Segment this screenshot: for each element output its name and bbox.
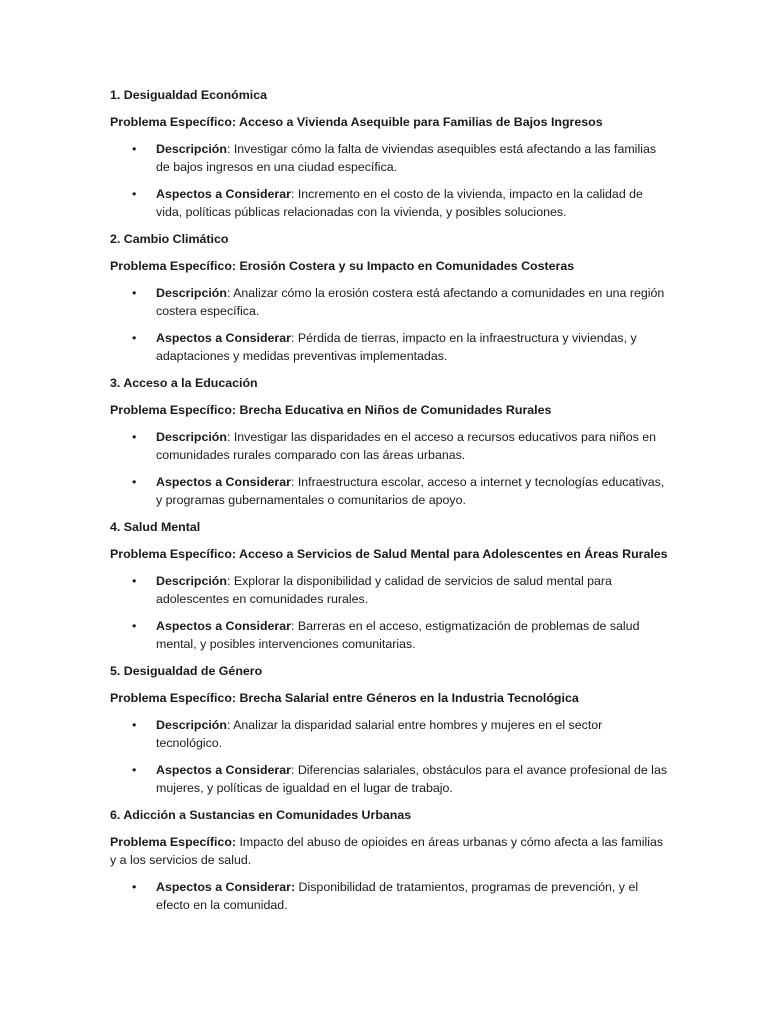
section-1 — [110, 86, 670, 221]
section-heading: 6. Adicción a Sustancias en Comunidades Urbanas — [110, 808, 412, 822]
bullet-list — [110, 428, 670, 509]
list-item: • Aspectos a Considerar: Diferencias salariales, obstáculos para el avance profesional de las mujeres, y políticas de igualdad en el lugar de trabajo. — [132, 763, 668, 795]
problem-statement: Problema Específico: Acceso a Vivienda Asequible para Familias de Bajos Ingresos — [110, 115, 603, 129]
list-item: • Descripción: Explorar la disponibilidad y calidad de servicios de salud mental para adolescentes en comunidades rurales. — [132, 574, 612, 606]
list-item: • Aspectos a Considerar: Disponibilidad de tratamientos, programas de prevención, y el efecto en la comunidad. — [132, 880, 639, 912]
bullet-list — [110, 572, 670, 653]
bullet-list — [110, 284, 670, 365]
section-heading: 5. Desigualdad de Género — [110, 664, 263, 678]
list-item: • Descripción: Investigar cómo la falta de viviendas asequibles está afectando a las familias de bajos ingresos en una ciudad específica. — [132, 142, 657, 174]
problem-statement: Problema Específico: Acceso a Servicios de Salud Mental para Adolescentes en Áreas Rurales — [110, 547, 668, 561]
problem-statement: Problema Específico: Brecha Educativa en Niños de Comunidades Rurales — [110, 403, 552, 417]
bullet-list — [110, 140, 670, 221]
section-heading: 2. Cambio Climático — [110, 232, 229, 246]
problem-statement: Problema Específico: Impacto del abuso de opioides en áreas urbanas y cómo afecta a las familias y a los servicios de salud. — [110, 835, 664, 867]
section-2 — [110, 230, 670, 365]
section-heading: 3. Acceso a la Educación — [110, 376, 258, 390]
problem-statement: Problema Específico: Brecha Salarial entre Géneros en la Industria Tecnológica — [110, 691, 579, 705]
document-body — [110, 86, 670, 923]
problem-statement: Problema Específico: Erosión Costera y su Impacto en Comunidades Costeras — [110, 259, 575, 273]
list-item: • Aspectos a Considerar: Incremento en el costo de la vivienda, impacto en la calidad de vida, políticas públicas relacionadas con la vivienda, y posibles soluciones. — [132, 187, 643, 219]
list-item: • Descripción: Investigar las disparidades en el acceso a recursos educativos para niños en comunidades rurales comparado con las áreas urbanas. — [132, 430, 657, 462]
section-heading: 4. Salud Mental — [110, 520, 201, 534]
list-item: • Aspectos a Considerar: Infraestructura escolar, acceso a internet y tecnologías educativas, y programas gubernamentales o comunitarios de apoyo. — [132, 475, 665, 507]
list-item: • Aspectos a Considerar: Barreras en el acceso, estigmatización de problemas de salud mental, y posibles intervenciones comunitarias. — [132, 619, 640, 651]
section-heading: 1. Desigualdad Económica — [110, 88, 267, 102]
section-6 — [110, 806, 670, 914]
list-item: • Descripción: Analizar la disparidad salarial entre hombres y mujeres en el sector tecnológico. — [132, 718, 603, 750]
section-5 — [110, 662, 670, 797]
bullet-list — [110, 716, 670, 797]
section-4 — [110, 518, 670, 653]
list-item: • Descripción: Analizar cómo la erosión costera está afectando a comunidades en una región costera específica. — [132, 286, 665, 318]
list-item: • Aspectos a Considerar: Pérdida de tierras, impacto en la infraestructura y viviendas, y adaptaciones y medidas preventivas implementadas. — [132, 331, 637, 363]
bullet-list — [110, 878, 670, 914]
section-3 — [110, 374, 670, 509]
